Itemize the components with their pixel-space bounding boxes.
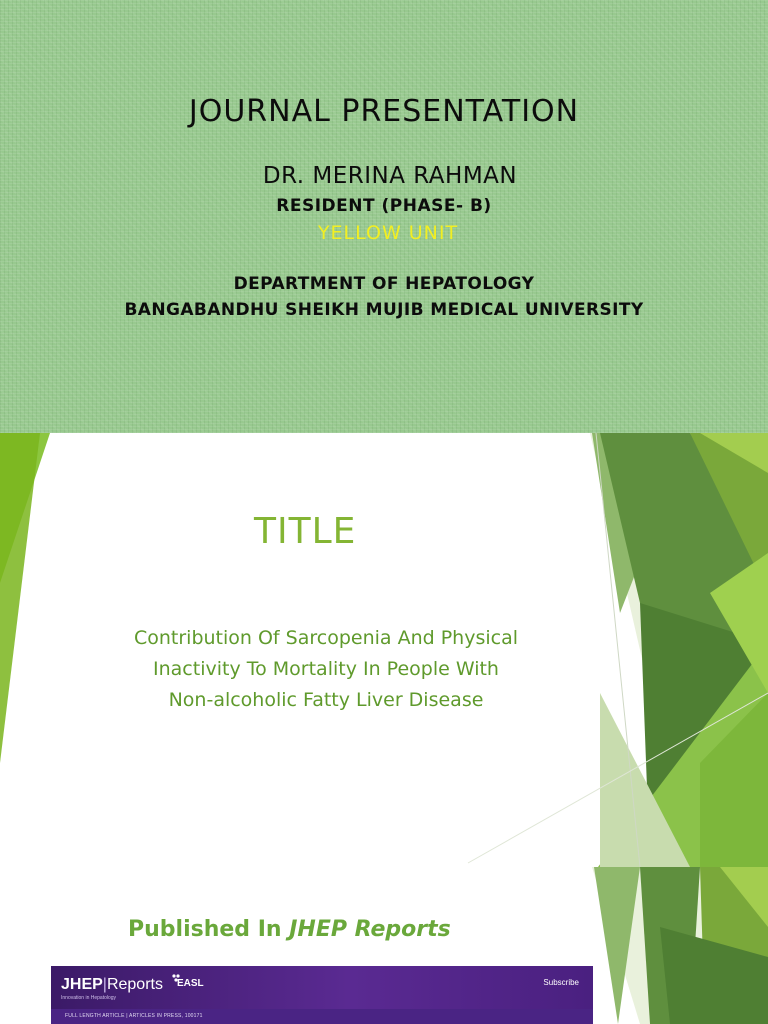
unit-name: YELLOW UNIT bbox=[317, 222, 459, 244]
university-name: BANGABANDHU SHEIKH MUJIB MEDICAL UNIVERSITY bbox=[124, 300, 644, 320]
article-title-line: Contribution Of Sarcopenia And Physical bbox=[133, 627, 519, 649]
subscribe-link: Subscribe bbox=[543, 978, 579, 987]
journal-name: JHEP Reports bbox=[289, 917, 451, 942]
presentation-title: JOURNAL PRESENTATION bbox=[188, 94, 580, 129]
article-title-line: Inactivity To Mortality In People With bbox=[153, 658, 499, 680]
department-name: DEPARTMENT OF HEPATOLOGY bbox=[233, 274, 535, 294]
article-title-slide bbox=[0, 433, 768, 867]
presenter-position: RESIDENT (PHASE- B) bbox=[276, 196, 492, 216]
article-title bbox=[60, 623, 592, 716]
presenter-name: DR. MERINA RAHMAN bbox=[262, 163, 518, 189]
publication-heading bbox=[128, 917, 451, 942]
journal-banner-screenshot bbox=[51, 966, 593, 1024]
journal-logo: JHEP|Reports bbox=[61, 976, 163, 993]
journal-tagline: Innovation in Hepatology bbox=[61, 995, 117, 1001]
publication-heading-prefix: Published In bbox=[128, 917, 290, 942]
publication-slide bbox=[0, 867, 768, 1024]
journal-logo-right: Reports bbox=[106, 976, 163, 993]
title-slide bbox=[0, 0, 768, 433]
article-crumb-strip bbox=[51, 1009, 593, 1024]
article-title-line: Non-alcoholic Fatty Liver Disease bbox=[168, 689, 484, 711]
easl-logo: EASL bbox=[177, 978, 204, 989]
slide-heading: TITLE bbox=[254, 511, 357, 552]
journal-logo-left: JHEP bbox=[61, 976, 103, 993]
article-crumb: FULL LENGTH ARTICLE | ARTICLES IN PRESS, 100171 bbox=[65, 1013, 203, 1019]
